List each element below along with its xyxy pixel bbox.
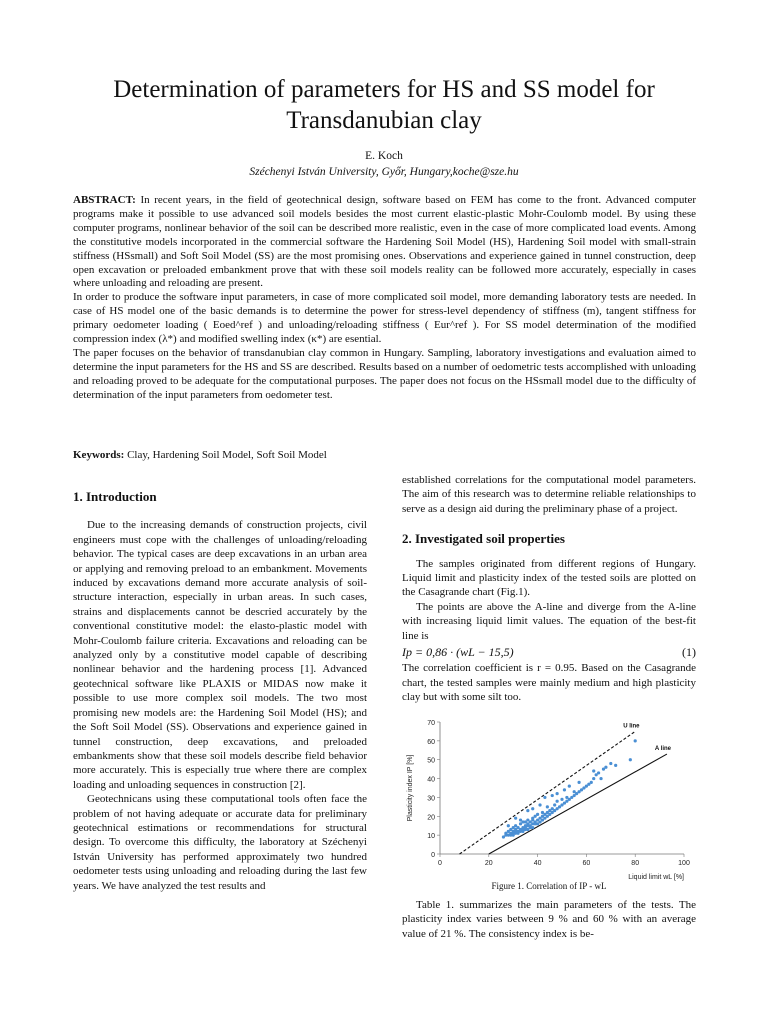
data-point xyxy=(629,758,632,761)
section-2-title: 2. Investigated soil properties xyxy=(402,531,565,547)
data-point xyxy=(538,803,541,806)
data-point xyxy=(556,792,559,795)
data-point xyxy=(590,781,593,784)
data-point xyxy=(526,809,529,812)
keywords-label: Keywords: xyxy=(73,449,125,461)
data-point xyxy=(560,798,563,801)
data-point xyxy=(551,794,554,797)
keywords-text: Clay, Hardening Soil Model, Soft Soil Model xyxy=(127,449,327,461)
abstract-paragraph-2: In order to produce the software input parameters, in case of more complicated soil model, more demanding laboratory tests are needed. In case of HS model one of the basic demands is to determine the power for stress-level dependency of stiffness (m), tangent stiffness for primary oedometer loading ( Eoed^ref ) and unloading/reloading stiffness ( Eur^ref ). For SS model determination of the modified compression index (λ*) and modified swelling index (κ*) are esential. xyxy=(73,291,696,346)
data-point xyxy=(514,817,517,820)
title-line-1: Determination of parameters for HS and SS model for xyxy=(113,76,655,103)
data-point xyxy=(531,807,534,810)
section-2-paragraph-2: The points are above the A-line and diverge from the A-line with increasing liquid limit values. The equation of the best-fit line is xyxy=(402,600,696,642)
u-line xyxy=(460,731,636,854)
x-tick-label: 80 xyxy=(631,860,640,867)
author: E. Koch xyxy=(365,150,403,162)
data-point xyxy=(592,777,595,780)
y-tick-label: 70 xyxy=(427,720,435,727)
data-point xyxy=(604,766,607,769)
data-point xyxy=(634,739,637,742)
x-tick-label: 20 xyxy=(484,860,493,867)
abstract-paragraph-1 xyxy=(73,194,696,291)
equation-1 xyxy=(402,645,696,659)
y-tick-label: 20 xyxy=(427,814,435,822)
title-line-2: Transdanubian clay xyxy=(286,107,482,134)
equation-text: Ip = 0,86 · (wL − 15,5) xyxy=(402,645,514,660)
y-tick-label: 40 xyxy=(427,776,435,784)
section-1-paragraph-1: Due to the increasing demands of construction projects, civil engineers must cope with the challenges of unloading/reloading behavior. The typical cases are deep excavations in an urban area or applying and removing preload to an embankment. Movements induced by excavations demand more accurate analysis of soil-structure interaction, especially in urban areas. In such cases, strains and displacements cannot be descried accurately by the conventional constitutive model: the elasto-plastic model with Mohr-Coulomb failure criteria. Excavations and reloading can be analyzed only by a constitutive model capable of describing nonlinear behavior and the hardening process [1]. Advanced geotechnical software like PLAXIS or MIDAS now make it possible to use more complex soil models. The two most promising new models are: the Hardening Soil Model (HS); and the Soft Soil Model (SS). Observations and experience gained in tunnel construction, deep excavations, and preloaded embankments show that these soil models describe field behavior more accurately. This is especially true where there are complex loading and unloading sequences in construction [2]. xyxy=(73,519,367,791)
abstract-label: ABSTRACT: xyxy=(73,194,136,206)
y-tick-label: 0 xyxy=(431,852,435,859)
data-point xyxy=(507,824,510,827)
x-tick-label: 40 xyxy=(533,860,542,867)
data-point xyxy=(609,762,612,765)
figure-1-caption: Figure 1. Correlation of IP - wL xyxy=(491,881,607,891)
y-tick-label: 10 xyxy=(427,833,435,841)
text-after-figure xyxy=(402,898,696,941)
data-point xyxy=(599,777,602,780)
data-point xyxy=(519,818,522,821)
y-tick-label: 30 xyxy=(427,795,435,803)
y-tick-label: 60 xyxy=(427,738,435,746)
data-point xyxy=(614,764,617,767)
section-2-paragraph-3: The correlation coefficient is r = 0.95. Based on the Casagrande chart, the tested samples were mainly medium and high plasticity clay but with some silt too. xyxy=(402,662,696,704)
x-tick-label: 60 xyxy=(582,860,591,867)
data-point xyxy=(543,796,546,799)
u-line-label: U line xyxy=(623,723,640,730)
casagrande-chart xyxy=(402,714,698,884)
abstract xyxy=(73,194,696,403)
x-tick-label: 0 xyxy=(438,860,442,867)
x-axis-label: Liquid limit wL [%] xyxy=(628,874,684,881)
section-2-paragraph-1: The samples originated from different regions of Hungary. Liquid limit and plasticity index of the tested soils are plotted on the Casagrande chart (Fig.1). xyxy=(402,557,696,599)
data-point xyxy=(556,800,559,803)
x-tick-label: 100 xyxy=(678,860,690,867)
section-1-paragraph-2: Geotechnicans using these computational tools often face the problem of not having adequate or accurate data for preliminary geotechnical estimations or recommendations for structural design. To overcome this difficulty, the laboratory at Széchenyi István University has performed approximately two hundred oedometer tests using unloading and reloading during the last few years. We have analyzed the test results and xyxy=(73,793,367,892)
data-point xyxy=(536,813,539,816)
data-point xyxy=(592,769,595,772)
paper-title xyxy=(60,74,708,136)
section-1-title: 1. Introduction xyxy=(73,489,157,504)
a-line xyxy=(489,754,667,854)
y-axis-label: Plasticity index IP [%] xyxy=(407,754,414,822)
right-column xyxy=(402,473,696,705)
data-point xyxy=(577,781,580,784)
table-summary-paragraph: Table 1. summarizes the main parameters of the tests. The plasticity index varies between 9 % and 60 % with an average value of 21 %. The consistency index is be- xyxy=(402,899,696,940)
a-line-label: A line xyxy=(654,746,672,753)
affiliation: Széchenyi István University, Győr, Hungary,koche@sze.hu xyxy=(249,166,519,178)
data-point xyxy=(563,788,566,791)
column-2-paragraph-0: established correlations for the computational model parameters. The aim of this research was to determine reliable relationships to serve as a design aid during the preliminary phase of a project. xyxy=(402,474,696,515)
abstract-paragraph-3: The paper focuses on the behavior of transdanubian clay common in Hungary. Sampling, laboratory investigations and evaluation aimed to determine the input parameters for the HS and SS are described. Results based on a number of oedometric tests accomplished with unloading and reloading proved to be adequate for the computational purposes. The paper does not focus on the HSsmall model due to the difficulty of determination of the input parameters from oedometer test. xyxy=(73,346,696,401)
abstract-text-1: In recent years, in the field of geotechnical design, software based on FEM has come to the front. Advanced computer programs make it possible to use advanced soil models besides the most current elastic-plastic Mohr-Coulomb model. By using these computer programs, nonlinear behavior of the soil can be described more realistic, even in the case of more complicated load events. Among the constitutive models incorporated in the commercial software the Hardening Soil Model (HS), Hardening Soil model with small-strain stiffness (HSsmall) and Soft Soil Model (SS) are the most promising ones. Observations and experience gained in tunnel construction, deep open excavation or preloaded embankment prove that with these soil models reality can be followed more accurately, especially in cases where unloading and reloading are present. xyxy=(73,194,697,290)
left-column xyxy=(73,490,367,893)
data-point xyxy=(568,785,571,788)
keywords xyxy=(73,449,327,461)
data-point xyxy=(597,771,600,774)
equation-number: (1) xyxy=(682,645,696,660)
data-point xyxy=(553,803,556,806)
data-point xyxy=(546,805,549,808)
y-tick-label: 50 xyxy=(427,757,435,765)
data-point xyxy=(531,826,534,829)
